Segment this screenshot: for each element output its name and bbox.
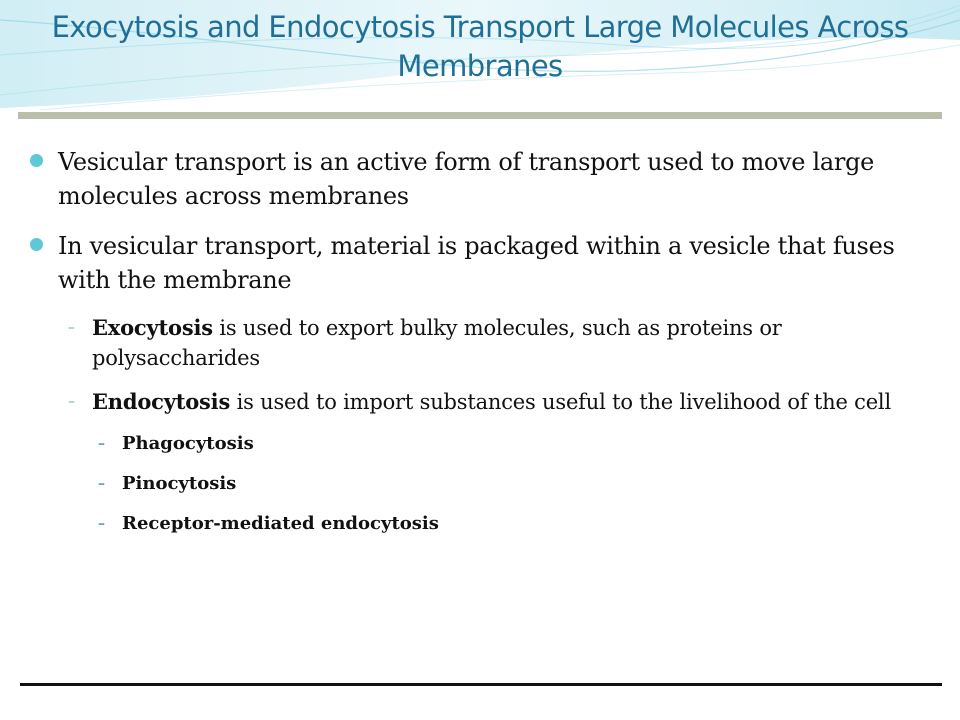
slide-title: Exocytosis and Endocytosis Transport Large Molecules Across Membranes — [51, 10, 909, 83]
dash-icon: – — [98, 436, 105, 452]
bullet-item — [30, 145, 910, 213]
dash-icon: – — [98, 476, 105, 492]
bullet-text: Vesicular transport is an active form of transport used to move large molecules across membranes — [58, 148, 875, 210]
sub-bullet-text: is used to import substances useful to the livelihood of the cell — [230, 390, 891, 414]
sub-bullet-term: Exocytosis — [92, 315, 213, 340]
sub-sub-bullet-text: Pinocytosis — [122, 473, 237, 494]
sub-sub-bullet-text: Receptor-mediated endocytosis — [122, 513, 439, 534]
bullet-dot-icon — [30, 154, 43, 167]
slide-body — [30, 145, 910, 551]
dash-icon: – — [68, 320, 75, 336]
dash-icon: – — [68, 394, 75, 410]
sub-bullet-text: is used to export bulky molecules, such as proteins or polysaccharides — [92, 316, 782, 370]
sub-sub-bullet-item — [30, 471, 910, 497]
sub-sub-bullet-text: Phagocytosis — [122, 433, 254, 454]
footer-divider — [20, 683, 942, 686]
sub-bullet-item — [30, 313, 910, 373]
bullet-dot-icon — [30, 238, 43, 251]
sub-sub-bullet-item — [30, 431, 910, 457]
sub-bullet-item — [30, 387, 910, 417]
sub-sub-bullet-item — [30, 511, 910, 537]
bullet-item — [30, 229, 910, 297]
bullet-text: In vesicular transport, material is packaged within a vesicle that fuses with the membrane — [58, 232, 895, 294]
sub-bullet-term: Endocytosis — [92, 389, 231, 414]
title-divider — [18, 112, 942, 119]
dash-icon: – — [98, 516, 105, 532]
